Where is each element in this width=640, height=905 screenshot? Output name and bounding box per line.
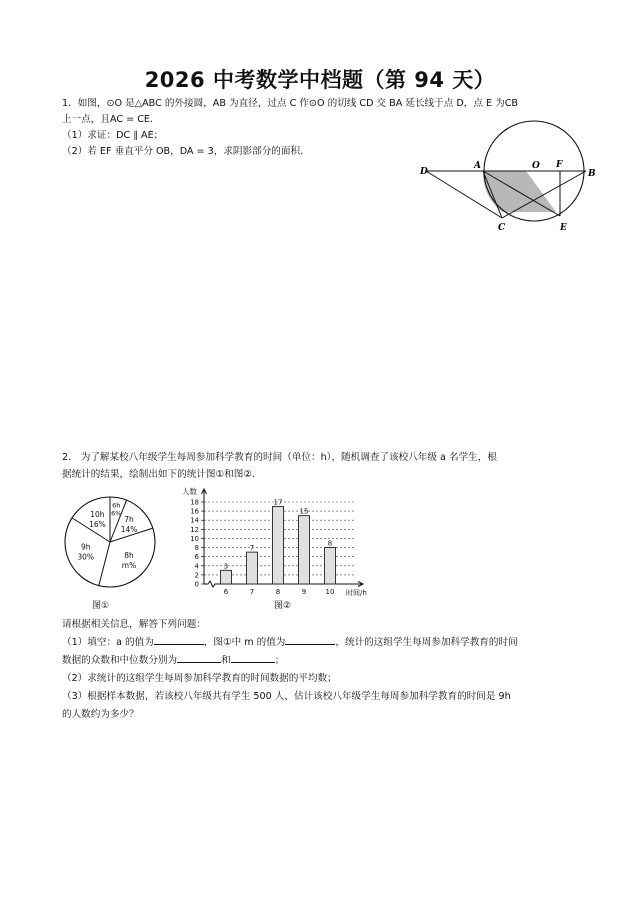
- y-tick-label-0: 0: [194, 580, 199, 589]
- q2-item-2: （2）求统计的这组学生每周参加科学教育的时间数据的平均数；: [62, 673, 337, 684]
- item1-text-d: 数据的众数和中位数分别为: [62, 655, 178, 666]
- label-f: F: [556, 160, 563, 170]
- question-2-items: [62, 616, 592, 724]
- y-tick-label-14: 14: [190, 516, 199, 525]
- y-tick-label-8: 8: [194, 544, 199, 553]
- answer-blank-mode[interactable]: [177, 652, 221, 663]
- y-tick-label-18: 18: [190, 498, 199, 507]
- q2-item-3-line-1: （3）根据样本数据，若该校八年级共有学生 500 人，估计该校八年级学生每周参加科学教育的时间是 9h: [62, 691, 511, 702]
- bar-value-label-9: 15: [299, 507, 309, 516]
- pie-label-name: 9h: [80, 542, 91, 552]
- bar-8: [273, 507, 284, 584]
- bar-value-label-10: 8: [327, 539, 333, 548]
- pie-label-value: 30%: [77, 552, 95, 562]
- q2-intro-2: 据统计的结果，绘制出如下的统计图①和图②.: [62, 468, 255, 480]
- answer-blank-m[interactable]: [285, 634, 335, 645]
- bar-9: [299, 516, 310, 584]
- pie-chart: [58, 492, 170, 592]
- pie-label-value: 6%: [111, 509, 122, 518]
- q2-item-3-line-2: 的人数约为多少？: [62, 709, 139, 720]
- item1-text-a: （1）填空：a 的值为: [62, 637, 154, 648]
- q2-item-1-line-2: [62, 652, 592, 670]
- x-tick-label-7: 7: [249, 588, 255, 596]
- y-axis-label: 人数: [182, 487, 197, 496]
- pie-label-10h: [89, 510, 106, 529]
- item1-text-e: 和: [221, 655, 231, 666]
- pie-label-value: 16%: [89, 520, 106, 530]
- bar-caption: 图②: [274, 601, 292, 611]
- pie-caption: 图①: [92, 601, 110, 611]
- q1-part-2: （2）若 EF 垂直平分 OB，DA = 3，求阴影部分的面积.: [62, 146, 304, 157]
- y-tick-label-12: 12: [190, 525, 199, 534]
- x-tick-label-8: 8: [275, 588, 281, 596]
- answer-blank-a[interactable]: [154, 634, 204, 645]
- item1-text-c: ，统计的这组学生每周参加科学教育的时间: [335, 637, 518, 648]
- x-tick-label-6: 6: [223, 588, 229, 596]
- x-tick-label-10: 10: [325, 588, 335, 596]
- x-tick-label-9: 9: [301, 588, 307, 596]
- pie-label-6h: [111, 501, 121, 517]
- label-c: C: [498, 223, 506, 233]
- y-tick-label-4: 4: [194, 562, 199, 571]
- pie-label-name: 10h: [90, 510, 105, 520]
- y-tick-label-6: 6: [194, 553, 199, 562]
- y-tick-label-16: 16: [190, 507, 199, 516]
- label-b: B: [588, 169, 596, 179]
- q1-line-1: 1．如图，⊙O 是△ABC 的外接圆，AB 为直径，过点 C 作⊙O 的切线 CD 交 BA 延长线于点 D，点 E 为CB: [62, 98, 519, 109]
- q2-prompt: 请根据相关信息，解答下列问题：: [62, 619, 206, 630]
- pie-label-name: 7h: [124, 515, 134, 525]
- pie-label-value: m%: [121, 560, 137, 570]
- bar-7: [247, 552, 258, 584]
- bar-chart: [178, 486, 378, 598]
- y-tick-label-2: 2: [194, 571, 199, 580]
- bar-value-label-6: 3: [223, 562, 229, 571]
- label-o: O: [532, 161, 540, 171]
- x-axis-label: 时间/h: [346, 589, 367, 597]
- q1-part-1: （1）求证：DC ∥ AE；: [62, 130, 164, 141]
- bar-value-label-7: 7: [249, 544, 255, 553]
- item1-text-f: ；: [274, 655, 285, 666]
- pie-label-value: 14%: [120, 525, 138, 535]
- label-e: E: [560, 223, 567, 233]
- question-2: [62, 450, 582, 483]
- bar-6: [221, 570, 232, 584]
- label-d: D: [420, 167, 428, 177]
- bar-10: [325, 548, 336, 584]
- q2-item-1-line-1: [62, 634, 592, 652]
- q2-intro-1: 2． 为了解某校八年级学生每周参加科学教育的时间（单位：h），随机调查了该校八年级 a 名学生，根: [62, 452, 497, 463]
- pie-label-name: 6h: [112, 501, 121, 510]
- item1-text-b: ，图①中 m 的值为: [203, 637, 286, 648]
- bar-value-label-8: 17: [273, 498, 283, 507]
- answer-blank-median[interactable]: [231, 652, 275, 663]
- question-1: [62, 96, 519, 160]
- circle-geometry-figure: [418, 114, 600, 244]
- pie-label-name: 8h: [124, 550, 134, 560]
- y-tick-label-10: 10: [190, 534, 199, 543]
- page-title: 2026 中考数学中档题（第 94 天）: [144, 68, 496, 92]
- q1-line-2: 上一点，且AC = CE.: [62, 114, 154, 125]
- label-a: A: [474, 161, 481, 171]
